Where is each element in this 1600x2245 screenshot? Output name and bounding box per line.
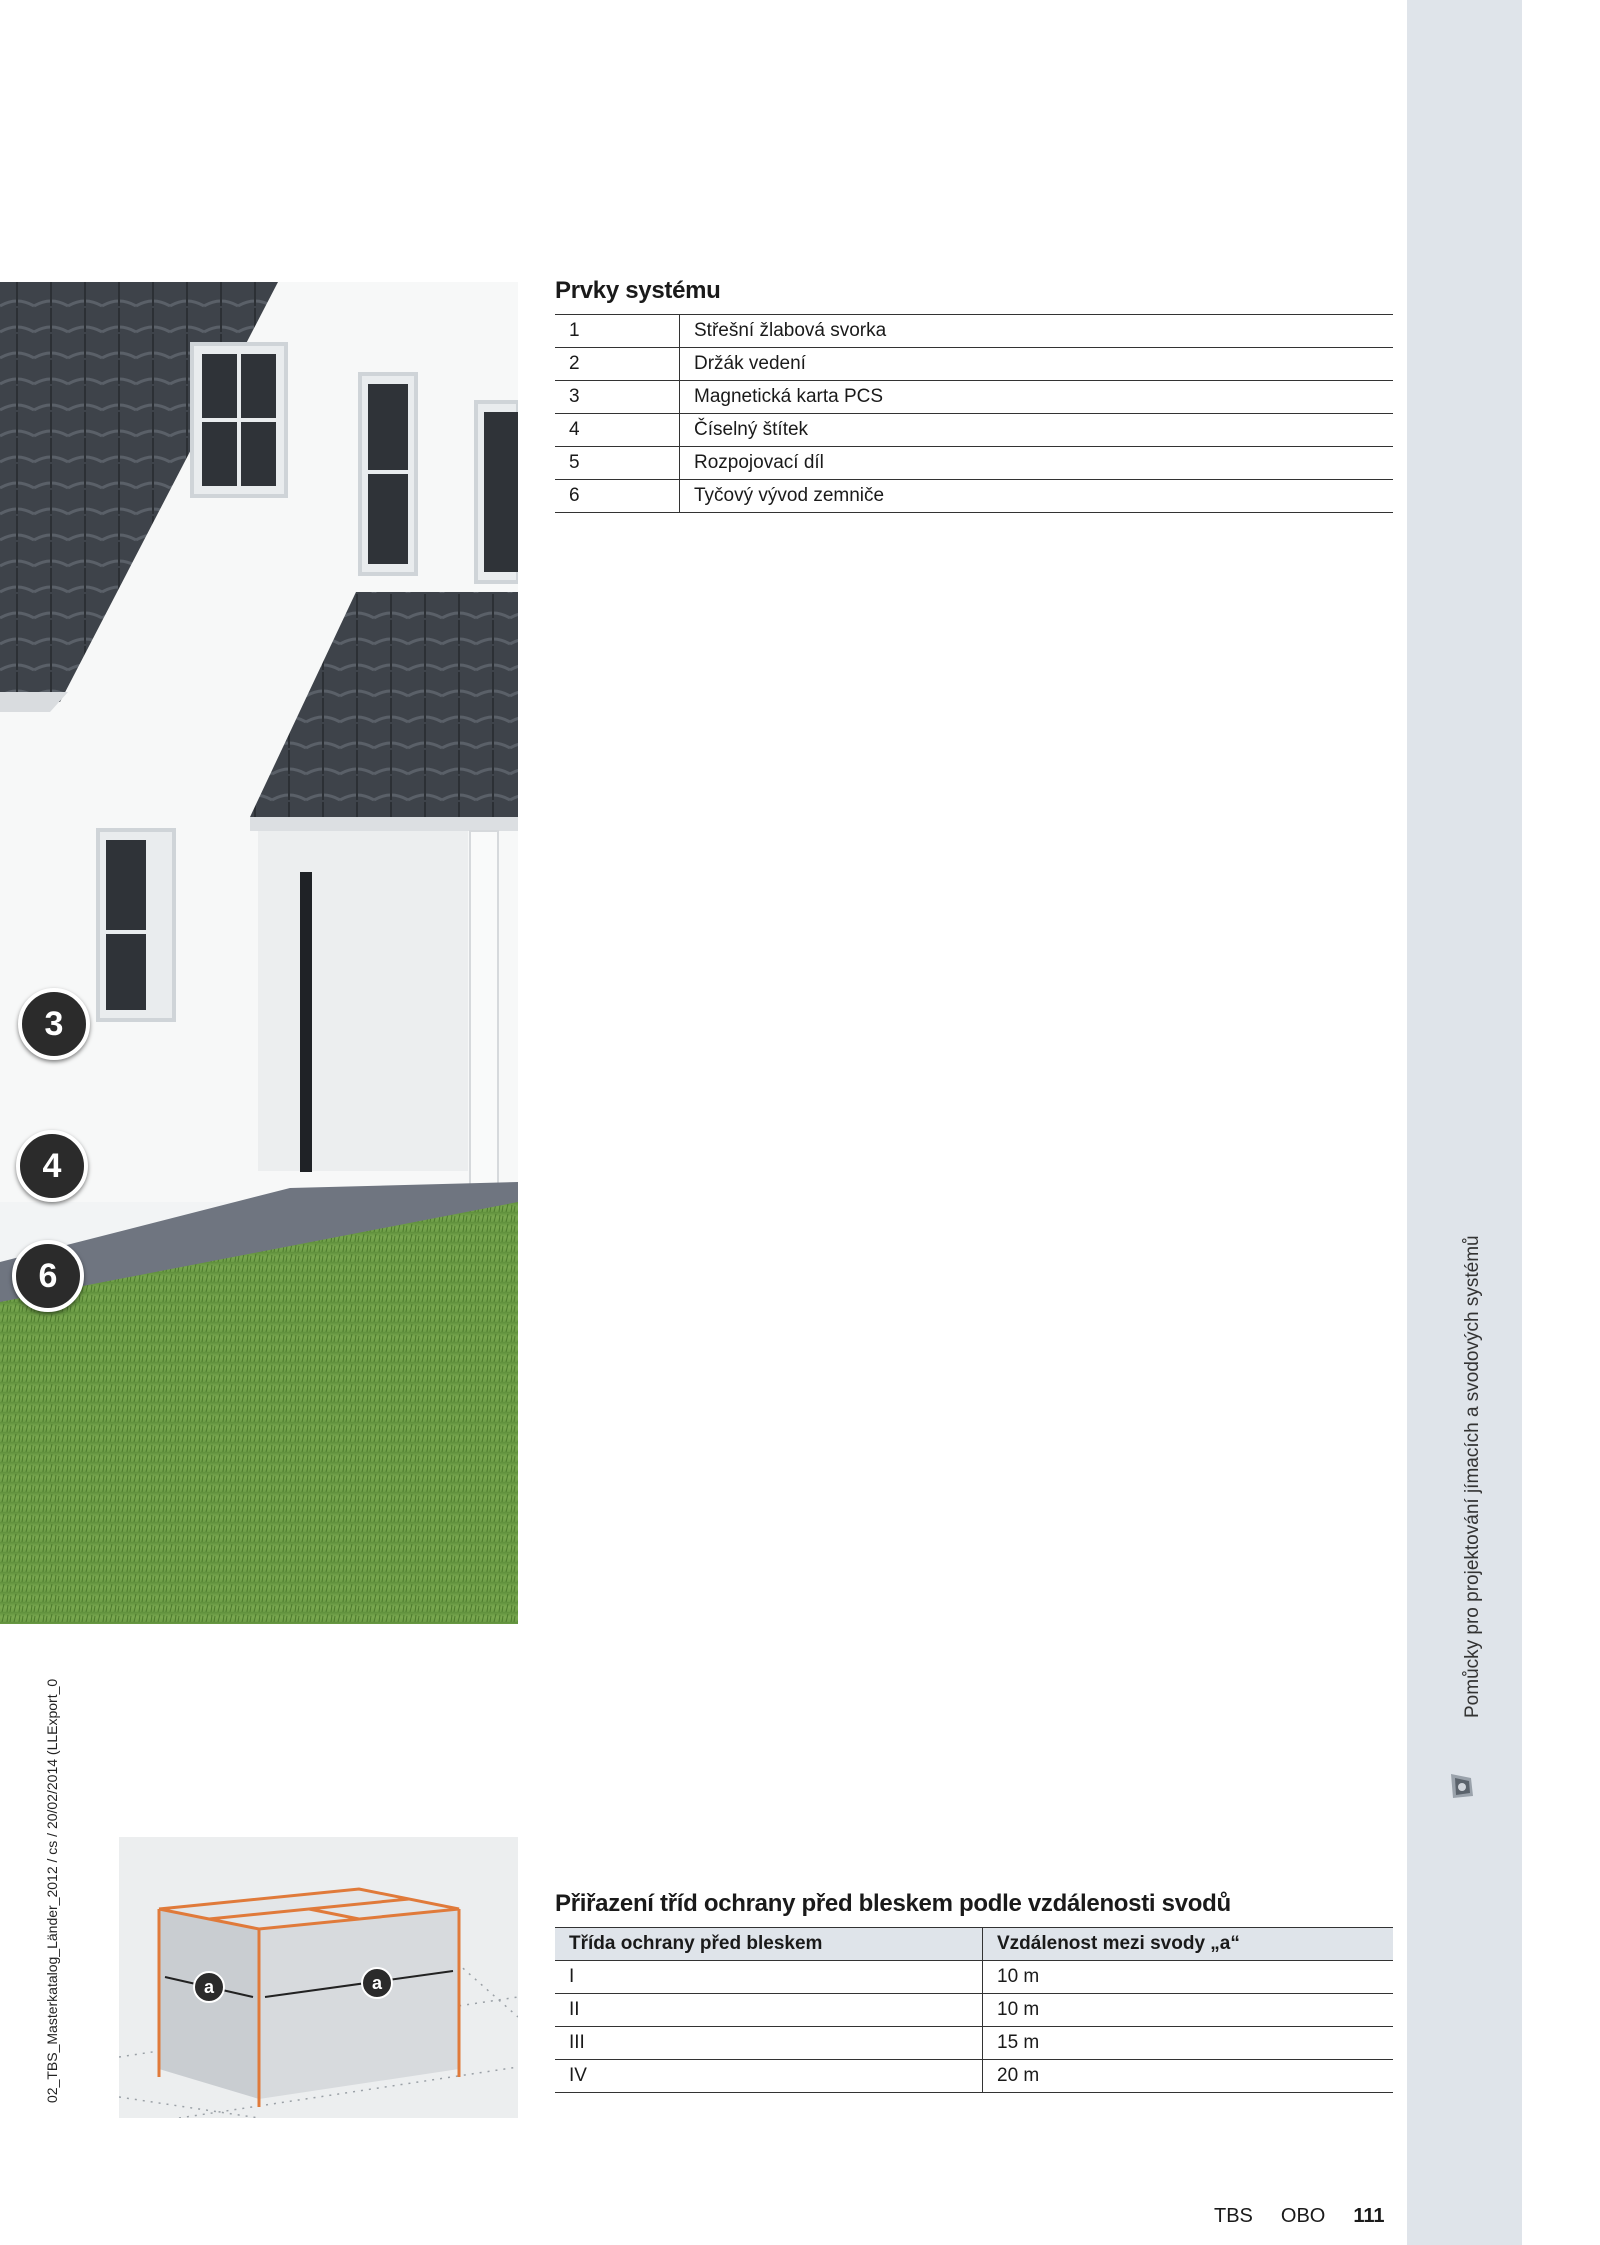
page-number: 111 bbox=[1353, 2205, 1385, 2227]
table-row bbox=[555, 315, 1393, 348]
part-number: 2 bbox=[555, 348, 680, 381]
protection-class: I bbox=[555, 1961, 983, 1994]
table-row bbox=[555, 381, 1393, 414]
part-label: Držák vedení bbox=[680, 348, 1394, 381]
part-label: Rozpojovací díl bbox=[680, 447, 1394, 480]
table-row bbox=[555, 480, 1393, 513]
part-label: Tyčový vývod zemniče bbox=[680, 480, 1394, 513]
chapter-icon bbox=[1443, 1768, 1479, 1804]
photo-badge-4: 4 bbox=[16, 1130, 88, 1202]
downconductor-spacing-diagram bbox=[119, 1837, 518, 2118]
conductor-distance: 15 m bbox=[983, 2027, 1394, 2060]
house-photo bbox=[0, 282, 518, 1624]
column-header-distance: Vzdálenost mezi svody „a“ bbox=[983, 1928, 1394, 1961]
part-number: 3 bbox=[555, 381, 680, 414]
protection-class-table bbox=[555, 1927, 1393, 2093]
table-row bbox=[555, 2027, 1393, 2060]
table-row bbox=[555, 414, 1393, 447]
table-row bbox=[555, 348, 1393, 381]
protection-class: IV bbox=[555, 2060, 983, 2093]
classes-section-title: Přiřazení tříd ochrany před bleskem podle vzdálenosti svodů bbox=[555, 1890, 1231, 1917]
table-row bbox=[555, 1961, 1393, 1994]
conductor-distance: 20 m bbox=[983, 2060, 1394, 2093]
sidebar-strip bbox=[1407, 0, 1522, 2245]
table-header-row bbox=[555, 1928, 1393, 1961]
part-label: Magnetická karta PCS bbox=[680, 381, 1394, 414]
dimension-label-a: a bbox=[371, 1973, 383, 1993]
conductor-distance: 10 m bbox=[983, 1961, 1394, 1994]
page-footer bbox=[1214, 2205, 1385, 2228]
conductor-distance: 10 m bbox=[983, 1994, 1394, 2027]
column-header-class: Třída ochrany před bleskem bbox=[555, 1928, 983, 1961]
photo-badge-6: 6 bbox=[12, 1240, 84, 1312]
dimension-label-a: a bbox=[203, 1977, 215, 1997]
table-row bbox=[555, 447, 1393, 480]
house-illustration bbox=[0, 282, 518, 1624]
part-label: Střešní žlabová svorka bbox=[680, 315, 1394, 348]
print-job-label: 02_TBS_Masterkatalog_Länder_2012 / cs / 20/02/2014 (LLExport_0 bbox=[44, 1678, 60, 2103]
building-box-illustration bbox=[119, 1837, 518, 2118]
parts-table bbox=[555, 314, 1393, 513]
protection-class: II bbox=[555, 1994, 983, 2027]
part-number: 5 bbox=[555, 447, 680, 480]
part-number: 1 bbox=[555, 315, 680, 348]
part-label: Číselný štítek bbox=[680, 414, 1394, 447]
parts-section-title: Prvky systému bbox=[555, 277, 721, 304]
part-number: 6 bbox=[555, 480, 680, 513]
footer-brand-obo: OBO bbox=[1280, 2205, 1326, 2227]
footer-brand-tbs: TBS bbox=[1214, 2205, 1253, 2227]
part-number: 4 bbox=[555, 414, 680, 447]
photo-badge-3: 3 bbox=[18, 988, 90, 1060]
table-row bbox=[555, 2060, 1393, 2093]
sidebar-chapter-title: Pomůcky pro projektování jímacích a svodových systémů bbox=[1462, 1235, 1483, 1718]
protection-class: III bbox=[555, 2027, 983, 2060]
table-row bbox=[555, 1994, 1393, 2027]
